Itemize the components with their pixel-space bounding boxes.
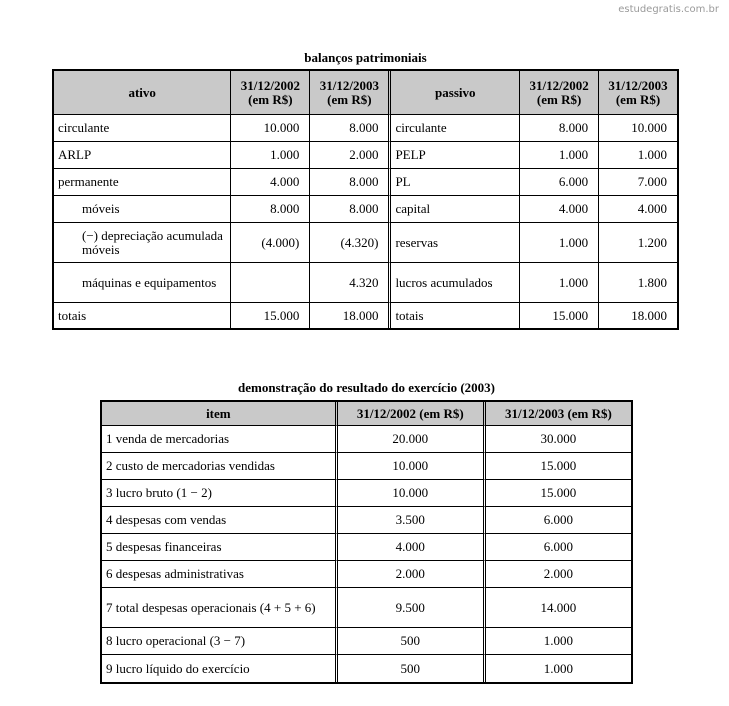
header-passivo-2002: 31/12/2002 (em R$) — [520, 71, 599, 115]
table-row — [102, 426, 631, 453]
watermark: estudegratis.com.br — [618, 4, 719, 15]
value-2002: 2.000 — [338, 561, 486, 588]
value-2003: 2.000 — [486, 561, 631, 588]
balance-caption: balanços patrimoniais — [304, 50, 427, 65]
header-2002: 31/12/2002 (em R$) — [338, 402, 486, 426]
value-2003: 15.000 — [486, 480, 631, 507]
ativo-label: totais — [54, 303, 231, 328]
passivo-2002: 6.000 — [520, 169, 599, 196]
ativo-2002: 10.000 — [231, 115, 310, 142]
passivo-label: circulante — [391, 115, 520, 142]
ativo-2003: 8.000 — [310, 196, 391, 223]
item-label: 5 despesas financeiras — [102, 534, 338, 561]
ativo-label: (−) depreciação acumulada móveis — [54, 223, 231, 263]
item-label: 2 custo de mercadorias vendidas — [102, 453, 338, 480]
item-label: 1 venda de mercadorias — [102, 426, 338, 453]
passivo-label: totais — [391, 303, 520, 328]
value-2003: 1.000 — [543, 660, 574, 676]
table-row — [102, 507, 631, 534]
ativo-2002 — [231, 263, 310, 303]
table-row — [102, 534, 631, 561]
table-row — [102, 453, 631, 480]
ativo-2003: 18.000 — [310, 303, 391, 328]
header-ativo: ativo — [54, 71, 231, 115]
passivo-2002: 15.000 — [520, 303, 599, 328]
ativo-label: circulante — [54, 115, 231, 142]
passivo-label: lucros acumulados — [391, 263, 520, 303]
table-row — [102, 655, 631, 682]
value-2003: 6.000 — [486, 534, 631, 561]
passivo-label: PELP — [391, 142, 520, 169]
ativo-2003: 8.000 — [310, 115, 391, 142]
ativo-2002: (4.000) — [231, 223, 310, 263]
item-label: 4 despesas com vendas — [102, 507, 338, 534]
value-2002: 10.000 — [338, 480, 486, 507]
result-header-row — [102, 402, 631, 426]
passivo-2002: 8.000 — [520, 115, 599, 142]
value-2002: 20.000 — [338, 426, 486, 453]
table-row — [54, 115, 677, 142]
ativo-label: máquinas e equipamentos — [54, 263, 231, 303]
value-2003: 14.000 — [486, 588, 631, 628]
item-label: 6 despesas administrativas — [102, 561, 338, 588]
balance-header-row — [54, 71, 677, 115]
table-row — [54, 263, 677, 303]
table-row — [54, 142, 677, 169]
value-2003: 1.000 — [486, 628, 631, 655]
ativo-2003: (4.320) — [310, 223, 391, 263]
result-caption: demonstração do resultado do exercício (2003) — [238, 380, 495, 395]
passivo-label: reservas — [391, 223, 520, 263]
value-2003: 15.000 — [486, 453, 631, 480]
passivo-2003: 4.000 — [599, 196, 677, 223]
passivo-2002: 1.000 — [520, 263, 599, 303]
value-2002: 4.000 — [338, 534, 486, 561]
header-item: item — [102, 402, 338, 426]
ativo-2002: 4.000 — [231, 169, 310, 196]
table-row — [54, 303, 677, 328]
value-2002: 3.500 — [338, 507, 486, 534]
ativo-label: permanente — [54, 169, 231, 196]
item-label: 7 total despesas operacionais (4 + 5 + 6) — [102, 588, 338, 628]
ativo-2002: 1.000 — [231, 142, 310, 169]
passivo-2003: 1.800 — [599, 263, 677, 303]
table-row — [54, 196, 677, 223]
passivo-2003: 18.000 — [631, 307, 667, 323]
table-row — [54, 223, 677, 263]
table-row — [102, 628, 631, 655]
table-row — [102, 561, 631, 588]
balance-table — [52, 69, 679, 330]
table-row — [102, 480, 631, 507]
passivo-2003: 1.000 — [599, 142, 677, 169]
value-2003: 30.000 — [486, 426, 631, 453]
value-2002: 9.500 — [338, 588, 486, 628]
table-row — [102, 588, 631, 628]
header-passivo: passivo — [391, 71, 520, 115]
value-2002: 10.000 — [338, 453, 486, 480]
ativo-2002: 8.000 — [231, 196, 310, 223]
item-label: 9 lucro líquido do exercício — [102, 655, 338, 682]
passivo-2002: 4.000 — [520, 196, 599, 223]
result-table — [100, 400, 633, 684]
value-2003: 6.000 — [486, 507, 631, 534]
value-2002: 500 — [338, 655, 486, 682]
ativo-label: móveis — [54, 196, 231, 223]
item-label: 3 lucro bruto (1 − 2) — [102, 480, 338, 507]
ativo-2002: 15.000 — [231, 303, 310, 328]
ativo-2003: 2.000 — [310, 142, 391, 169]
table-row — [54, 169, 677, 196]
value-2002: 500 — [338, 628, 486, 655]
item-label: 8 lucro operacional (3 − 7) — [102, 628, 338, 655]
ativo-2003: 8.000 — [310, 169, 391, 196]
passivo-2003: 7.000 — [599, 169, 677, 196]
header-ativo-2002: 31/12/2002 (em R$) — [231, 71, 310, 115]
header-passivo-2003: 31/12/2003 (em R$) — [599, 71, 677, 115]
header-ativo-2003: 31/12/2003 (em R$) — [310, 71, 391, 115]
passivo-2003: 10.000 — [599, 115, 677, 142]
passivo-label: PL — [391, 169, 520, 196]
passivo-2002: 1.000 — [520, 223, 599, 263]
passivo-2003: 1.200 — [599, 223, 677, 263]
header-2003: 31/12/2003 (em R$) — [486, 402, 631, 426]
ativo-2003: 4.320 — [310, 263, 391, 303]
passivo-2002: 1.000 — [520, 142, 599, 169]
passivo-label: capital — [391, 196, 520, 223]
ativo-label: ARLP — [54, 142, 231, 169]
